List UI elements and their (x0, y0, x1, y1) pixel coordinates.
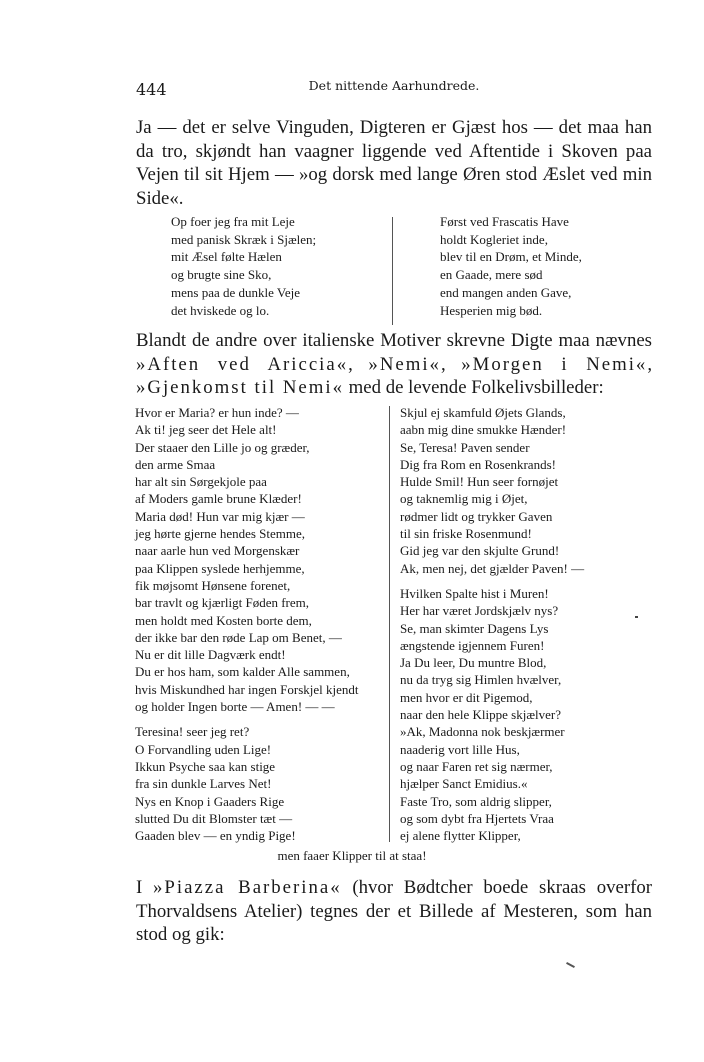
verse-line: og taknemlig mig i Øjet, (400, 491, 528, 507)
verse-line: fra sin dunkle Larves Net! (135, 776, 272, 792)
paragraph-tail: (hvor Bødtcher boede skraas overfor Thorvaldsens Atelier) tegnes der et Billede af Mesteren, som han stod og gik: (136, 877, 652, 945)
verse-line: en Gaade, mere sød (440, 267, 543, 283)
stanza-gap (400, 577, 584, 585)
verse-line: Ikkun Psyche saa kan stige (135, 758, 276, 774)
poem2-right-column (400, 404, 584, 844)
verse-line: Se, man skimter Dagens Lys (400, 620, 549, 636)
verse-line: Skjul ej skamfuld Øjets Glands, (400, 405, 566, 420)
verse-line: men hvor er dit Pigemod, (400, 689, 533, 705)
verse-line: det hviskede og lo. (171, 302, 270, 318)
verse-line: naar aarle hun ved Morgenskær (135, 543, 300, 559)
verse-line: og brugte sine Sko, (171, 267, 272, 283)
verse-line: Hulde Smil! Hun seer fornøjet (400, 474, 559, 490)
separator: , (348, 353, 369, 375)
verse-line: jeg hørte gjerne hendes Stemme, (135, 526, 306, 542)
verse-line: Du er hos ham, som kalder Alle sammen, (135, 664, 350, 680)
verse-line: Faste Tro, som aldrig slipper, (400, 793, 552, 809)
verse-line: af Moders gamle brune Klæder! (135, 491, 302, 507)
poem-title: »Gjenkomst til Nemi« (136, 377, 344, 398)
verse-line: Op foer jeg fra mit Leje (171, 214, 295, 229)
verse-line: ængstende igjennem Furen! (400, 637, 545, 653)
verse-line: men holdt med Kosten borte dem, (135, 612, 312, 628)
verse-line: ej alene flytter Klipper, (400, 828, 521, 844)
verse-line: til sin friske Rosenmund! (400, 526, 532, 542)
verse-line: der ikke bar den røde Lap om Benet, — (135, 629, 342, 645)
verse-line: og holder Ingen borte — Amen! — — (135, 699, 335, 715)
poem-excerpt-2 (0, 404, 704, 864)
verse-line: Se, Teresa! Paven sender (400, 439, 530, 455)
intro-paragraph: Ja — det er selve Vinguden, Digteren er Gjæst hos — det maa han da tro, skjøndt han vaagner liggende ved Aftentide i Skoven paa Vejen til sit Hjem — »og dorsk med lange Øren stod Æslet ved min Side«. (136, 117, 652, 209)
verse-line: naaderig vort lille Hus, (400, 741, 520, 757)
verse-line: med panisk Skræk i Sjælen; (171, 231, 317, 247)
verse-line: den arme Smaa (135, 456, 216, 472)
verse-line: mit Æsel følte Hælen (171, 249, 282, 265)
verse-line: Maria død! Hun var mig kjær — (135, 508, 305, 524)
verse-line: naar den hele Klippe skjælver? (400, 707, 561, 723)
print-speck (566, 962, 575, 968)
verse-line: aabn mig dine smukke Hænder! (400, 422, 567, 438)
verse-line: Her har været Jordskjælv nys? (400, 603, 559, 619)
verse-line: slutted Du dit Blomster tæt — (135, 810, 293, 826)
verse-line: O Forvandling uden Lige! (135, 741, 272, 757)
poem2-left-column (135, 404, 359, 844)
verse-line: Teresina! seer jeg ret? (135, 724, 250, 740)
column-divider (389, 406, 390, 842)
verse-line: »Ak, Madonna nok beskjærmer (400, 724, 565, 740)
poem-title: »Piazza Barberina« (153, 877, 342, 898)
verse-line: Ak ti! jeg seer det Hele alt! (135, 422, 277, 438)
verse-line: nu da tryg sig Himlen hvælver, (400, 672, 562, 688)
verse-line: Gaaden blev — en yndig Pige! (135, 828, 296, 844)
verse-line: hvis Miskundhed har ingen Forskjel kjendt (135, 681, 359, 697)
verse-line: Nu er dit lille Dagværk endt! (135, 647, 286, 663)
verse-line: rødmer lidt og trykker Gaven (400, 508, 553, 524)
poem-excerpt-1 (0, 213, 704, 323)
verse-line: Dig fra Rom en Rosenkrands! (400, 456, 556, 472)
paragraph-tail: med de levende Folkelivsbilleder: (343, 377, 604, 398)
verse-line: Gid jeg var den skjulte Grund! (400, 543, 560, 559)
verse-line: holdt Kogleriet inde, (440, 231, 548, 247)
page-header (136, 78, 652, 100)
stanza-gap (135, 715, 359, 723)
verse-line: end mangen anden Gave, (440, 284, 572, 300)
poem1-left-column (171, 213, 316, 319)
poem-closing-line: men faaer Klipper til at staa! (277, 848, 427, 863)
print-speck (635, 616, 638, 618)
verse-line: bar travlt og kjærligt Føden frem, (135, 595, 310, 611)
running-title: Det nittende Aarhundrede. (308, 78, 480, 93)
middle-paragraph (136, 329, 652, 400)
verse-line: har alt sin Sørgekjole paa (135, 474, 267, 490)
column-divider (392, 217, 393, 325)
verse-line: blev til en Drøm, et Minde, (440, 249, 582, 265)
poem-title: »Nemi« (368, 353, 441, 375)
verse-line: og som dybt fra Hjertets Vraa (400, 810, 554, 826)
poem-title: »Aften ved Ariccia« (136, 353, 349, 375)
verse-line: hjælper Sanct Emidius.« (400, 776, 528, 792)
paragraph-lead: I (136, 877, 154, 898)
verse-line: Der staaer den Lille jo og græder, (135, 439, 310, 455)
verse-line: Nys en Knop i Gaaders Rige (135, 793, 285, 809)
verse-line: og naar Faren ret sig nærmer, (400, 758, 553, 774)
page-number: 444 (136, 80, 167, 99)
poem-title: »Morgen i Nemi« (461, 353, 648, 375)
paragraph-lead: Blandt de andre over italienske Motiver skrevne Digte maa nævnes (136, 330, 652, 351)
verse-line: paa Klippen syslede herhjemme, (135, 560, 305, 576)
verse-line: Hvilken Spalte hist i Muren! (400, 585, 549, 601)
verse-line: fik møjsomt Hønsene forenet, (135, 577, 291, 593)
verse-line: Ak, men nej, det gjælder Paven! — (400, 560, 585, 576)
poem1-right-column (440, 213, 582, 319)
final-paragraph (136, 876, 652, 947)
verse-line: Hvor er Maria? er hun inde? — (135, 405, 299, 420)
verse-line: mens paa de dunkle Veje (171, 284, 300, 300)
separator: , (440, 353, 462, 375)
separator: , (647, 353, 653, 375)
verse-line: Først ved Frascatis Have (440, 214, 569, 229)
verse-line: Hesperien mig bød. (440, 302, 543, 318)
verse-line: Ja Du leer, Du muntre Blod, (400, 655, 547, 671)
